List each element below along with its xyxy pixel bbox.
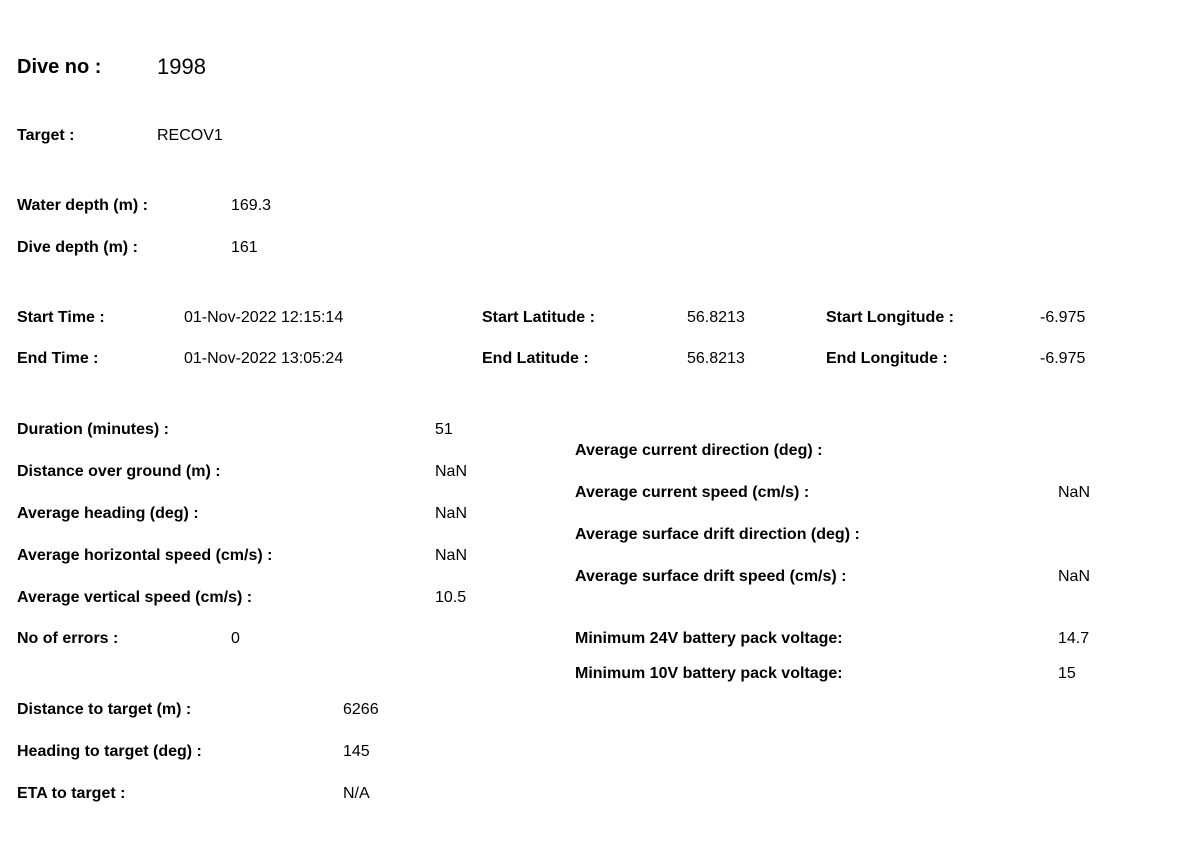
average-vertical-speed-label: Average vertical speed (cm/s) :: [17, 589, 253, 606]
start-latitude-value: 56.8213: [687, 309, 745, 326]
average-current-direction-label: Average current direction (deg) :: [575, 442, 823, 459]
min-10v-battery-label: Minimum 10V battery pack voltage:: [575, 665, 843, 682]
min-10v-battery-value: 15: [1058, 665, 1076, 682]
average-current-speed-value: NaN: [1058, 484, 1091, 501]
average-heading-value: NaN: [435, 505, 468, 522]
duration-label: Duration (minutes) :: [17, 421, 169, 438]
average-vertical-speed-value: 10.5: [435, 589, 467, 606]
start-longitude-label: Start Longitude :: [826, 309, 954, 326]
start-time-value: 01-Nov-2022 12:15:14: [184, 309, 344, 326]
distance-over-ground-label: Distance over ground (m) :: [17, 463, 221, 480]
average-heading-label: Average heading (deg) :: [17, 505, 199, 522]
eta-to-target-value: N/A: [343, 785, 370, 802]
end-longitude-label: End Longitude :: [826, 350, 948, 367]
start-time-label: Start Time :: [17, 309, 105, 326]
min-24v-battery-value: 14.7: [1058, 630, 1090, 647]
distance-to-target-value: 6266: [343, 701, 379, 718]
target-value: RECOV1: [157, 127, 223, 144]
start-latitude-label: Start Latitude :: [482, 309, 595, 326]
water-depth-value: 169.3: [231, 197, 272, 214]
min-24v-battery-label: Minimum 24V battery pack voltage:: [575, 630, 843, 647]
average-current-speed-label: Average current speed (cm/s) :: [575, 484, 810, 501]
errors-label: No of errors :: [17, 630, 119, 647]
errors-value: 0: [231, 630, 240, 647]
average-surface-drift-speed-label: Average surface drift speed (cm/s) :: [575, 568, 847, 585]
end-longitude-value: -6.975: [1040, 350, 1086, 367]
dive-depth-label: Dive depth (m) :: [17, 239, 138, 256]
dive-depth-value: 161: [231, 239, 258, 256]
average-horizontal-speed-value: NaN: [435, 547, 468, 564]
eta-to-target-label: ETA to target :: [17, 785, 126, 802]
end-latitude-label: End Latitude :: [482, 350, 589, 367]
average-horizontal-speed-label: Average horizontal speed (cm/s) :: [17, 547, 273, 564]
water-depth-label: Water depth (m) :: [17, 197, 148, 214]
average-surface-drift-speed-value: NaN: [1058, 568, 1091, 585]
average-surface-drift-direction-label: Average surface drift direction (deg) :: [575, 526, 860, 543]
distance-over-ground-value: NaN: [435, 463, 468, 480]
distance-to-target-label: Distance to target (m) :: [17, 701, 192, 718]
target-label: Target :: [17, 127, 75, 144]
start-longitude-value: -6.975: [1040, 309, 1086, 326]
dive-number-label: Dive no :: [17, 56, 102, 78]
end-time-value: 01-Nov-2022 13:05:24: [184, 350, 344, 367]
end-time-label: End Time :: [17, 350, 99, 367]
heading-to-target-label: Heading to target (deg) :: [17, 743, 202, 760]
heading-to-target-value: 145: [343, 743, 370, 760]
dive-number-value: 1998: [157, 54, 206, 79]
end-latitude-value: 56.8213: [687, 350, 745, 367]
duration-value: 51: [435, 421, 453, 438]
